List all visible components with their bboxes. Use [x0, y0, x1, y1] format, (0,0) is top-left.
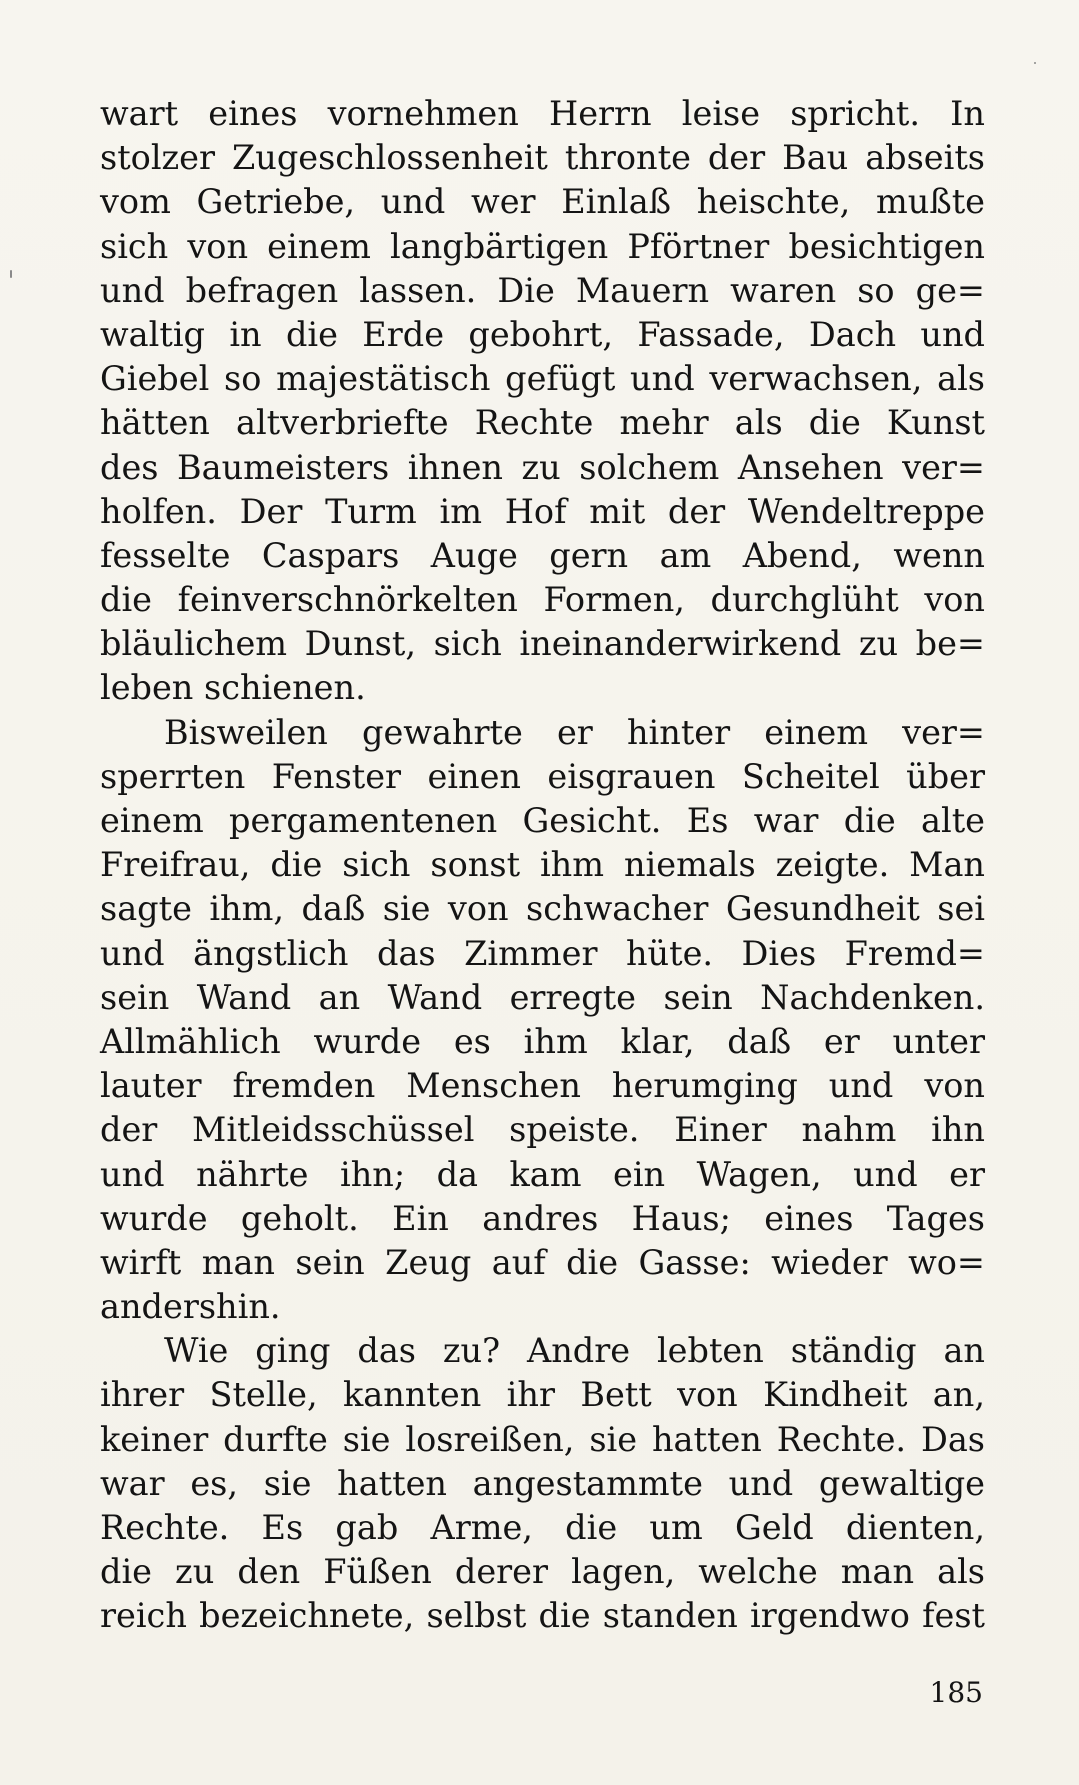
text-line: bläulichem Dunst, sich ineinanderwirkend zu be= [100, 624, 985, 664]
text-line: Rechte. Es gab Arme, die um Geld dienten, [100, 1508, 985, 1547]
text-line: sagte ihm, daß sie von schwacher Gesundheit sei [100, 889, 985, 929]
text-line: waltig in die Erde gebohrt, Fassade, Dach und [100, 314, 985, 354]
text-line: wirft man sein Zeug auf die Gasse: wieder wo= [100, 1242, 985, 1282]
text-line: wurde geholt. Ein andres Haus; eines Tages [100, 1198, 985, 1238]
text-line: ihrer Stelle, kannten ihr Bett von Kindheit an, [100, 1375, 985, 1415]
text-line: keiner durfte sie losreißen, sie hatten Rechte. Das [100, 1419, 985, 1459]
text-line: war es, sie hatten angestammte und gewaltige [100, 1463, 985, 1503]
text-line: der Mitleidsschüssel speiste. Einer nahm ihn [100, 1110, 985, 1150]
text-line: vom Getriebe, und wer Einlaß heischte, mußte [100, 182, 985, 222]
text-line: sein Wand an Wand erregte sein Nachdenken. [100, 977, 985, 1017]
text-line: stolzer Zugeschlossenheit thronte der Bau abseits [100, 138, 985, 178]
text-line: holfen. Der Turm im Hof mit der Wendeltreppe [100, 491, 985, 531]
text-line: einem pergamentenen Gesicht. Es war die alte [100, 801, 985, 840]
text-line: hätten altverbriefte Rechte mehr als die Kunst [100, 403, 985, 443]
text-line: Bisweilen gewahrte er hinter einem ver= [164, 712, 985, 752]
margin-speck [10, 270, 12, 278]
text-line: Wie ging das zu? Andre lebten ständig an [164, 1331, 985, 1371]
text-line: sperrten Fenster einen eisgrauen Scheitel über [100, 756, 985, 796]
text-line: sich von einem langbärtigen Pförtner besichtigen [100, 226, 985, 266]
page-number: 185 [929, 1676, 983, 1709]
margin-speck [1034, 62, 1036, 64]
text-line: Allmählich wurde es ihm klar, daß er unter [100, 1021, 985, 1061]
text-line: Giebel so majestätisch gefügt und verwachsen, als [100, 359, 985, 399]
text-line: reich bezeichnete, selbst die standen irgendwo fest [100, 1596, 985, 1636]
text-line: des Baumeisters ihnen zu solchem Ansehen ver= [100, 447, 985, 487]
text-line: und nährte ihn; da kam ein Wagen, und er [100, 1154, 985, 1194]
text-line: und ängstlich das Zimmer hüte. Dies Fremd= [100, 933, 985, 973]
body-text [100, 92, 985, 1639]
text-line: fesselte Caspars Auge gern am Abend, wenn [100, 535, 985, 575]
text-line: die feinverschnörkelten Formen, durchglüht von [100, 580, 985, 620]
text-line: und befragen lassen. Die Mauern waren so ge= [100, 270, 985, 310]
text-line: lauter fremden Menschen herumging und von [100, 1066, 985, 1106]
text-line: leben schienen. [100, 668, 366, 708]
text-line: Freifrau, die sich sonst ihm niemals zeigte. Man [100, 845, 985, 885]
text-line: andershin. [100, 1287, 281, 1327]
text-line: die zu den Füßen derer lagen, welche man als [100, 1552, 985, 1592]
text-line: wart eines vornehmen Herrn leise spricht. In [100, 94, 985, 133]
